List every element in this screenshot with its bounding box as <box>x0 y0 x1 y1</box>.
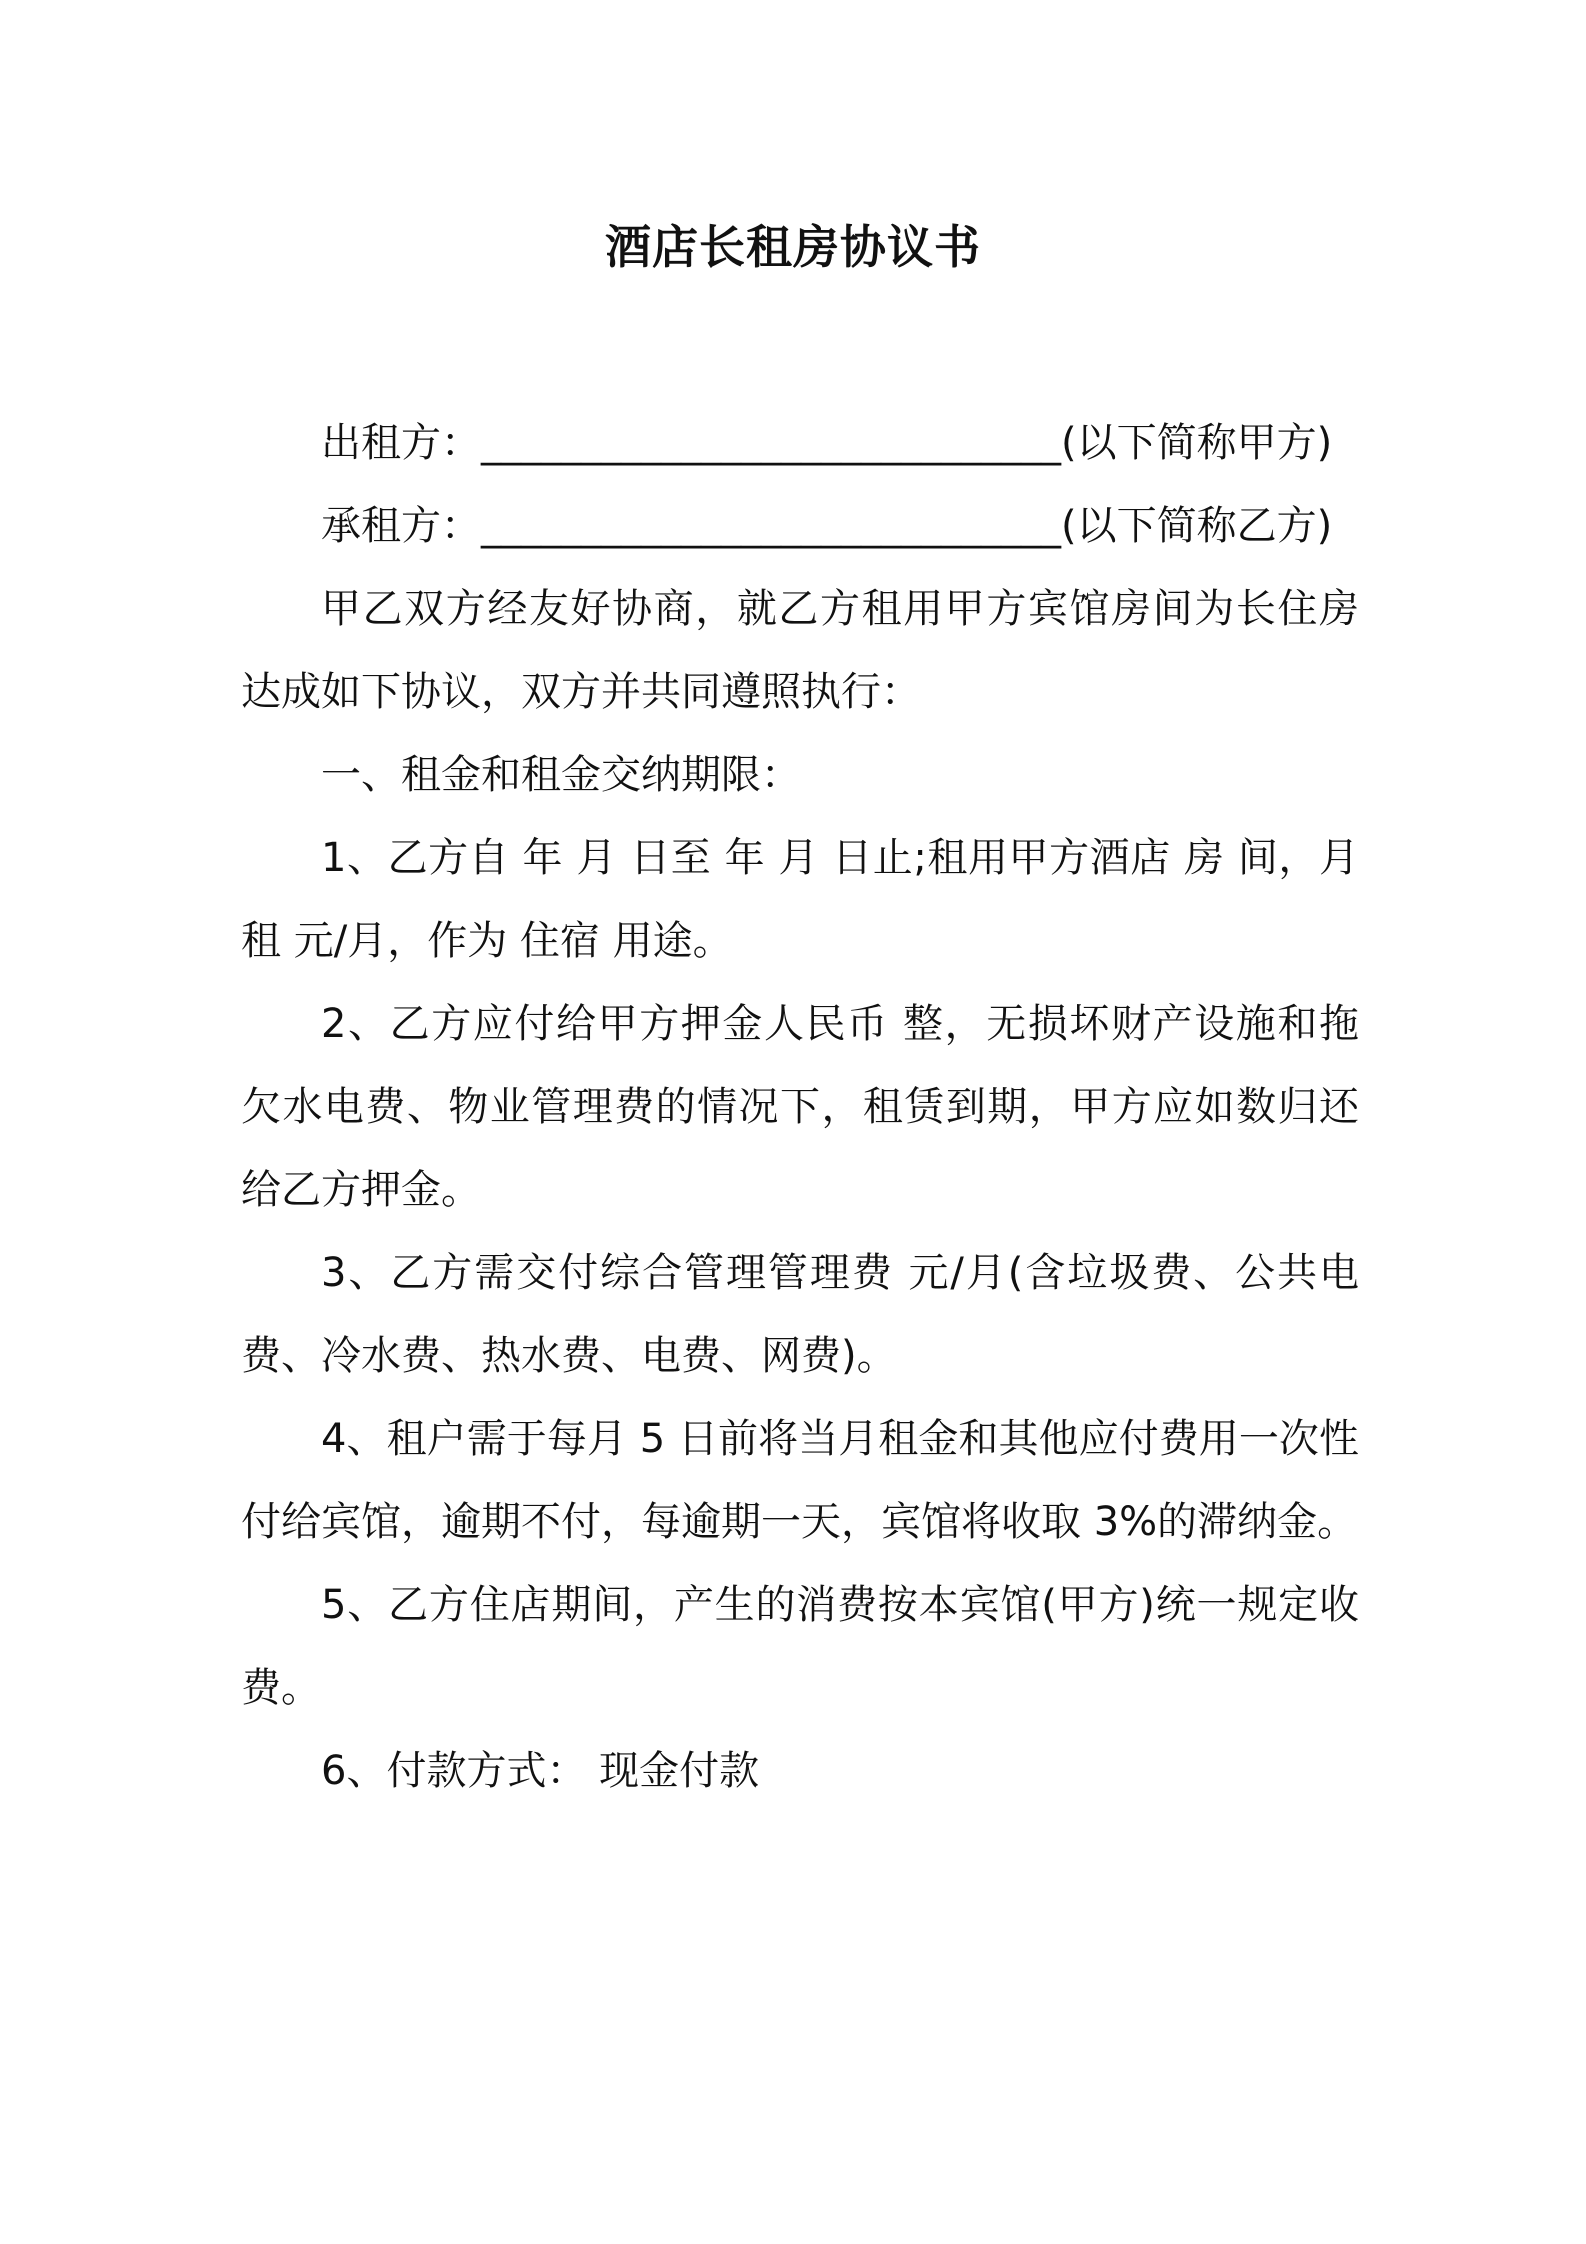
clause-2-paragraph: 2、乙方应付给甲方押金人民币 整，无损坏财产设施和拖欠水电费、物业管理费的情况下，租赁到期，甲方应如数归还给乙方押金。 <box>241 1001 1359 1213</box>
section-rent-heading: 一、租金和租金交纳期限： <box>321 752 801 798</box>
clause-5-paragraph: 5、乙方住店期间，产生的消费按本宾馆(甲方)统一规定收费。 <box>241 1582 1359 1711</box>
agreement-intro-paragraph: 甲乙双方经友好协商，就乙方租用甲方宾馆房间为长住房达成如下协议，双方并共同遵照执行： <box>241 586 1359 715</box>
clause-1-paragraph: 1、乙方自 年 月 日至 年 月 日止;租用甲方酒店 房 间，月租 元/月，作为 住宿 用途。 <box>241 835 1359 964</box>
clause-3-paragraph: 3、乙方需交付综合管理管理费 元/月(含垃圾费、公共电费、冷水费、热水费、电费、网费)。 <box>241 1250 1359 1379</box>
lessee-paragraph: 承租方：_____________________________(以下简称乙方) <box>321 503 1333 549</box>
clause-6-paragraph: 6、付款方式： 现金付款 <box>321 1748 760 1794</box>
clause-4-paragraph: 4、租户需于每月 5 日前将当月租金和其他应付费用一次性付给宾馆，逾期不付，每逾期一天，宾馆将收取 3%的滞纳金。 <box>241 1416 1359 1545</box>
lessor-paragraph: 出租方：_____________________________(以下简称甲方) <box>321 420 1333 466</box>
document-title: 酒店长租房协议书 <box>605 220 981 274</box>
document-body <box>241 402 1359 1813</box>
